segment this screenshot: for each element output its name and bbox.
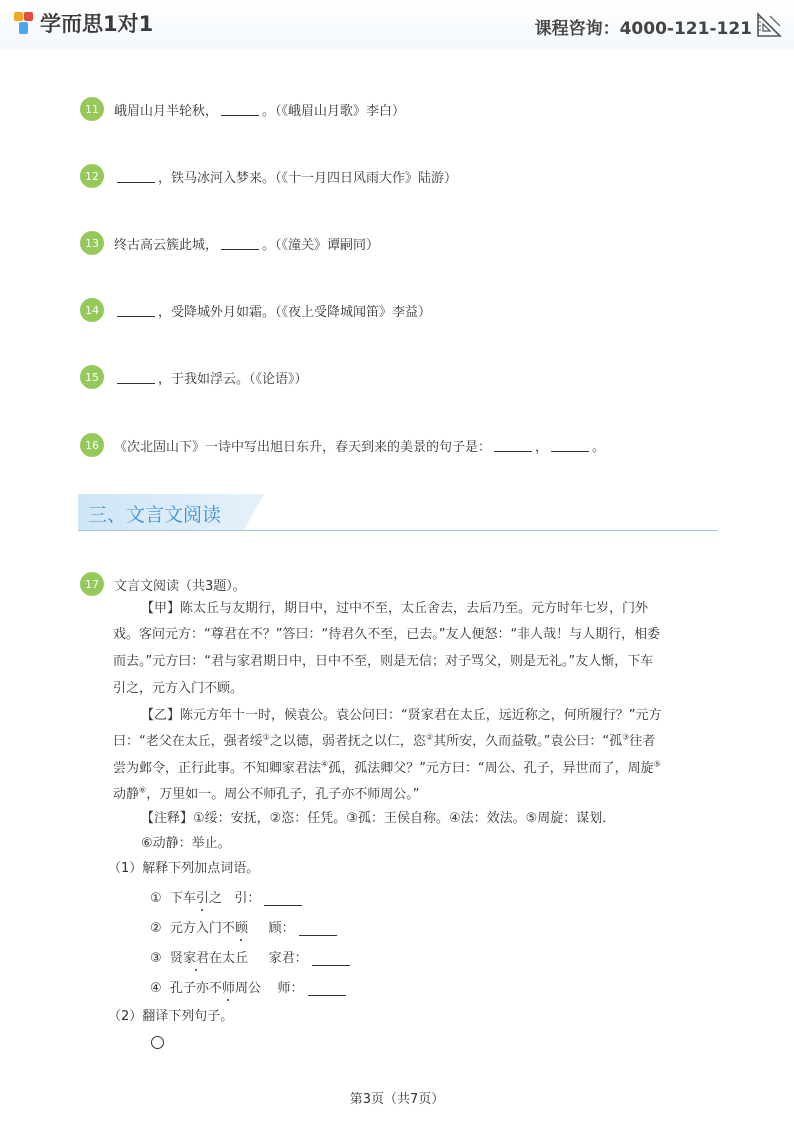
passage-yi-line [113,734,655,750]
answer-blank[interactable] [221,236,259,250]
passage-text: 曰：“老父在太丘，强者绥 [113,734,263,749]
subquestion-item [150,887,302,906]
item-index: ④ [150,981,162,996]
page-header [0,0,794,50]
item-index: ③ [150,951,162,966]
section-title: 三、文言文阅读 [88,504,222,526]
question-text-before: 《次北固山下》一诗中写出旭日东升，春天到来的美景的句子是： [114,439,492,455]
passage-text: 孤，孤法卿父？”元方曰：“周公、孔子，异世而了，周旋 [328,761,654,776]
question-text-mid: ， [535,439,549,455]
passage-text: 往者 [629,734,656,749]
item-text: 元方入门不 [169,921,235,936]
answer-blank[interactable] [551,438,589,452]
item-index: ① [150,891,162,906]
passage-yi-line: 【乙】陈元方年十一时，候袁公。袁公问曰：“贤家君在太丘，远近称之，何所履行？”元方 [141,708,662,723]
ruler-triangle-icon [756,12,782,38]
question-number-badge: 16 [80,433,104,457]
circle-bullet-icon [151,1036,164,1049]
passage-jia-line: 戏。客问元方：“尊君在不？”答曰：“待君久不至，已去。”友人便怒：“非人哉！与人期行，相委 [113,627,661,642]
footnote-marker: ④ [321,759,329,769]
answer-blank[interactable] [117,169,155,183]
section-divider [78,530,718,531]
answer-blank[interactable] [221,102,259,116]
subquestion-item [150,917,337,936]
logo-text: 学而思1对1 [40,12,154,36]
footnote-marker: ⑥ [139,785,147,795]
subquestion-1-title: （1）解释下列加点词语。 [108,861,260,876]
question-16 [80,432,605,458]
subquestion-item [150,947,350,966]
question-text-after: ，受降城外月如霜。（《夜上受降城闻笛》李益） [158,304,432,320]
question-12 [80,163,457,189]
dotted-word: 师 [221,981,235,996]
answer-blank[interactable] [494,438,532,452]
question-number-badge: 14 [80,298,104,322]
dotted-word: 引 [195,891,209,906]
question-17 [80,571,246,597]
question-number-badge: 13 [80,231,104,255]
subquestion-item [150,977,346,996]
question-13 [80,230,379,256]
question-text-before: 峨眉山月半轮秋， [114,103,219,119]
question-text-after: 。（《峨眉山月歌》李白） [262,103,406,119]
notes-line: ⑥动静：举止。 [141,836,231,851]
section-header [78,494,718,532]
answer-blank[interactable] [312,952,350,966]
question-number-badge: 11 [80,97,104,121]
hotline-text: 课程咨询：4000-121-121 [534,19,752,39]
item-text: 周公 [234,981,261,996]
item-text: 在太丘 [208,951,248,966]
item-index: ② [150,921,162,936]
item-text: 贤 [169,951,183,966]
item-text: 下车 [169,891,196,906]
question-text-after: 。（《潼关》谭嗣同） [262,237,380,253]
passage-text: ，万里如一。周公不师孔子，孔子亦不师周公。” [146,787,420,802]
passage-text: 其所安，久而益敬。”袁公曰：“孤 [433,734,623,749]
answer-blank[interactable] [117,370,155,384]
subquestion-2-title: （2）翻译下列句子。 [108,1009,234,1024]
item-text: 孔子亦不 [169,981,222,996]
passage-yi-line [113,761,661,777]
item-word: 引： [234,891,261,906]
item-word: 家君： [268,951,308,966]
dotted-word: 家君 [182,951,209,966]
question-text-after: 。 [592,439,606,455]
page-footer: 第3页（共7页） [349,1092,445,1107]
dotted-word: 顾 [234,921,248,936]
passage-text: 动静 [113,787,140,802]
question-intro: 文言文阅读（共3题）。 [114,578,246,594]
question-11 [80,96,405,122]
question-text-before: 终古高云簇此城， [114,237,219,253]
item-word: 顾： [268,921,295,936]
question-number-badge: 12 [80,164,104,188]
footnote-marker: ① [262,732,270,742]
question-number-badge: 17 [80,572,104,596]
passage-jia-line: 引之，元方入门不顾。 [113,681,244,696]
passage-jia-line: 而去。”元方曰：“君与家君期日中，日中不至，则是无信；对子骂父，则是无礼。”友人惭，下车 [113,654,654,669]
answer-blank[interactable] [117,303,155,317]
question-number-badge: 15 [80,365,104,389]
answer-blank[interactable] [264,892,302,906]
notes-line: 【注释】①绥：安抚，②恣：任凭。③孤：王侯自称。④法：效法。⑤周旋：谋划． [141,811,616,826]
footnote-marker: ② [425,732,434,742]
question-text-after: ，于我如浮云。（《论语》） [158,371,308,387]
item-text: 之 [208,891,222,906]
passage-text: 尝为邺令，正行此事。不知卿家君法 [113,761,322,776]
passage-text: 之以德，弱者抚之以仁，恣 [269,734,426,749]
answer-blank[interactable] [308,982,346,996]
item-word: 师： [277,981,304,996]
question-14 [80,297,431,323]
passage-yi-line [113,787,419,803]
question-15 [80,364,308,390]
footnote-marker: ⑤ [653,759,661,769]
brand-logo [12,8,153,38]
answer-blank[interactable] [299,922,337,936]
logo-mark-icon [12,10,36,36]
footnote-marker: ③ [622,732,630,742]
passage-jia-line: 【甲】陈太丘与友期行，期日中，过中不至，太丘舍去，去后乃至。元方时年七岁，门外 [141,601,649,616]
question-text-after: ，铁马冰河入梦来。（《十一月四日风雨大作》陆游） [158,170,458,186]
